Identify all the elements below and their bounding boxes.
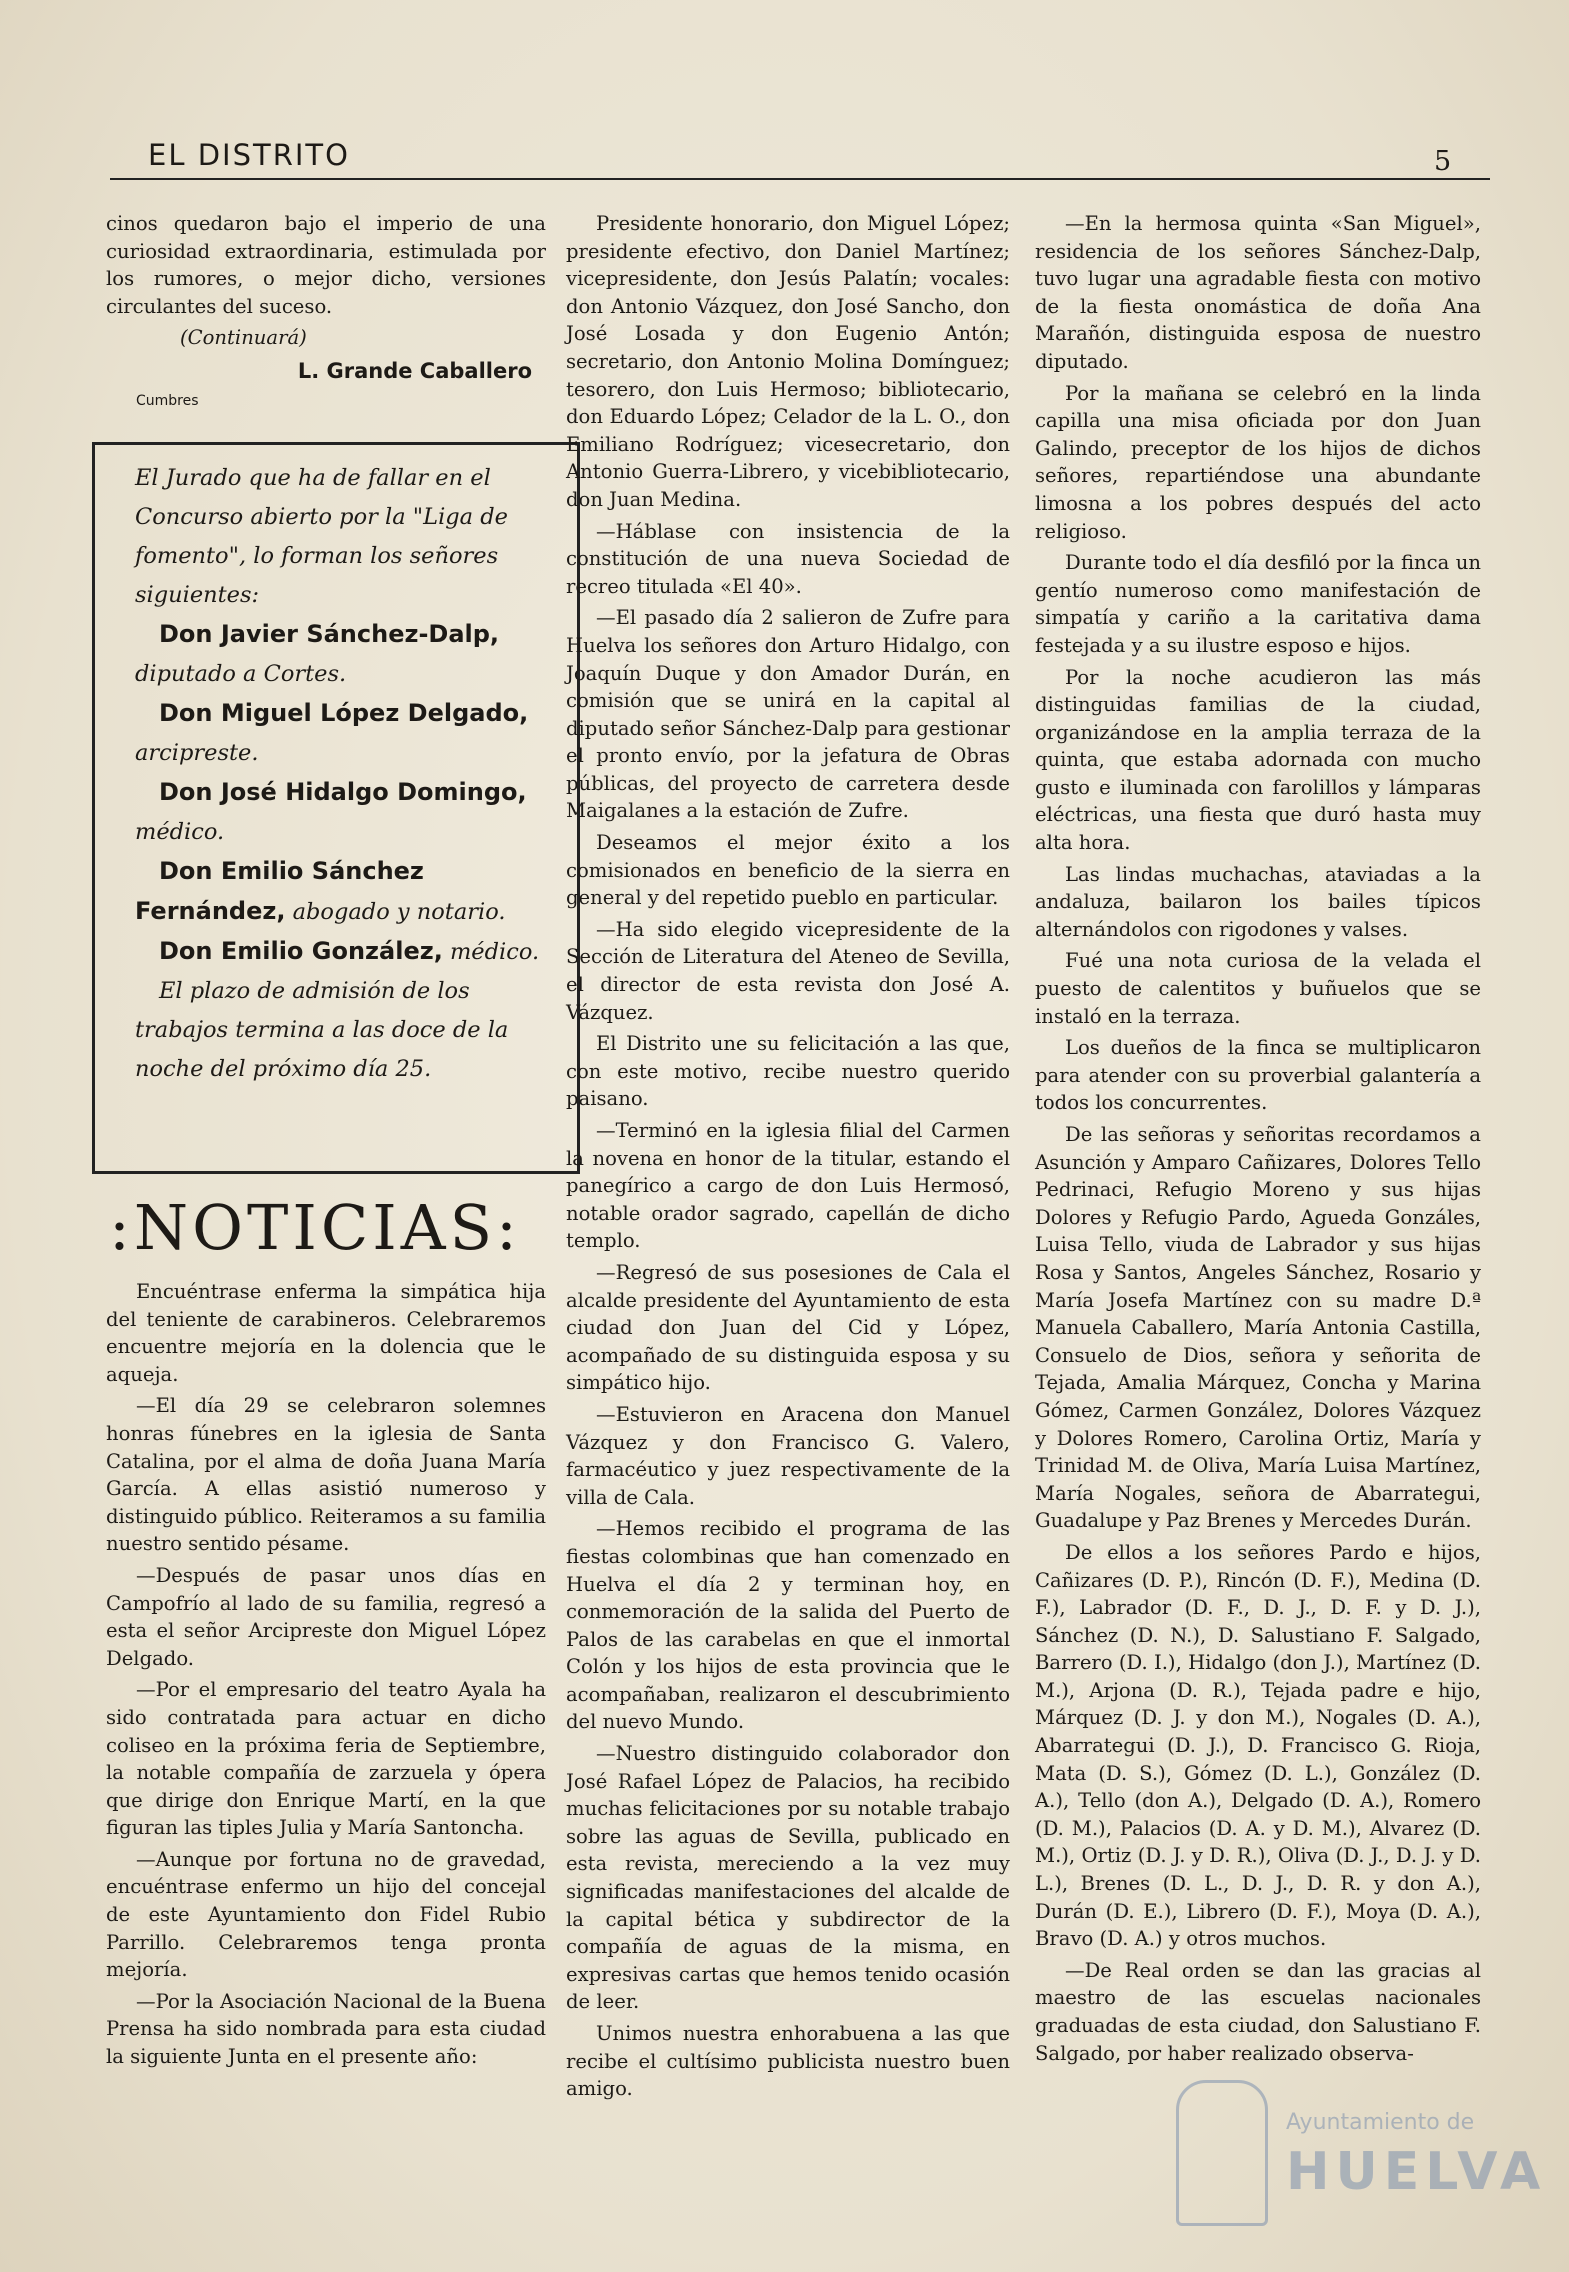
watermark-line-1: Ayuntamiento de bbox=[1286, 2110, 1475, 2135]
noticias-heading: :NOTICIAS: bbox=[109, 1191, 521, 1264]
noticias-column-1 bbox=[106, 1278, 546, 2075]
news-paragraph: Deseamos el mejor éxito a los comisionados en beneficio de la sierra en general y del repetido pueblo en particular. bbox=[566, 831, 1010, 910]
continuara-note: (Continuará) bbox=[180, 326, 307, 350]
header-rule bbox=[110, 178, 1490, 180]
column-2 bbox=[566, 210, 1010, 2107]
news-paragraph: De ellos a los señores Pardo e hijos, Cañizares (D. P.), Rincón (D. F.), Medina (D. F.), Labrador (D. F., D. J., D. F. y D. J.), Sánchez (D. N.), D. Salustiano F. Salgado, Barrero (D. I.), Hidalgo (don J.), Martínez (D. M.), Arjona (D. R.), Tejada padre e hijo, Márquez (D. J. y don M.), Nogales (D. A.), Abarrategui (D. J.), D. Francisco G. Rioja, Mata (D. S.), Gómez (D. L.), González (D. A.), Tello (don A.), Delgado (D. A.), Romero (D. M.), Palacios (D. A. y D. M.), Alvarez (D. M.), Ortiz (D. J. y D. R.), Oliva (D. J., D. J. y D. L.), Brenes (D. L., D. J., D. R. y don A.), Durán (D. E.), Librero (D. F.), Moya (D. A.), Bravo (D. A.) y otros muchos. bbox=[1035, 1540, 1481, 1951]
news-paragraph: Los dueños de la finca se multiplicaron para atender con su proverbial galantería a todos los concurrentes. bbox=[1035, 1036, 1481, 1115]
jury-member-role: médico. bbox=[135, 819, 225, 845]
page-header-title: EL DISTRITO bbox=[148, 138, 350, 172]
jury-member-role: abogado y notario. bbox=[292, 899, 506, 925]
jury-member bbox=[135, 615, 557, 694]
jury-member bbox=[135, 773, 557, 852]
news-paragraph: —Después de pasar unos días en Campofrío al lado de su familia, regresó a esta el señor Arcipreste don Miguel López Delgado. bbox=[106, 1563, 546, 1670]
news-paragraph: —En la hermosa quinta «San Miguel», residencia de los señores Sánchez-Dalp, tuvo lugar una agradable fiesta con motivo de la fiesta onomástica de doña Ana Marañón, distinguida esposa de nuestro diputado. bbox=[1035, 212, 1481, 373]
jury-member-role: diputado a Cortes. bbox=[135, 661, 347, 687]
news-paragraph: El Distrito une su felicitación a las que, con este motivo, recibe nuestro querido paisano. bbox=[566, 1032, 1010, 1111]
news-paragraph: Encuéntrase enferma la simpática hija del teniente de carabineros. Celebraremos encuentre mejoría en la dolencia que le aqueja. bbox=[106, 1280, 546, 1386]
news-paragraph: —Regresó de sus posesiones de Cala el alcalde presidente del Ayuntamiento de esta ciudad don Juan del Cid y López, acompañado de su distinguida esposa y su simpático hijo. bbox=[566, 1260, 1010, 1395]
news-paragraph: —Hemos recibido el programa de las fiestas colombinas que han comenzado en Huelva el día 2 y terminan hoy, en conmemoración de la salida del Puerto de Palos de las carabelas en que el inmortal Colón y los hijos de esta provincia que le acompañaban, realizaron el descubrimiento del nuevo Mundo. bbox=[566, 1517, 1010, 1734]
jury-member-name: Don Javier Sánchez-Dalp, bbox=[159, 620, 500, 648]
news-paragraph: —Aunque por fortuna no de gravedad, encuéntrase enfermo un hijo del concejal de este Ayuntamiento don Fidel Rubio Parrillo. Celebraremos tenga pronta mejoría. bbox=[106, 1847, 546, 1982]
jury-intro: El Jurado que ha de fallar en el Concurso abierto por la "Liga de fomento", lo forman los señores siguientes: bbox=[135, 465, 508, 608]
news-paragraph: —Por el empresario del teatro Ayala ha sido contratada para actuar en dicho coliseo en la próxima feria de Septiembre, la notable compañía de zarzuela y ópera que dirige don Enrique Martí, en la que figuran las tiples Julia y María Santoncha. bbox=[106, 1678, 546, 1840]
news-paragraph: Las lindas muchachas, ataviadas a la andaluza, bailaron los bailes típicos alternándolos con rigodones y valses. bbox=[1035, 862, 1481, 941]
column-3 bbox=[1035, 210, 1481, 2071]
news-paragraph: Durante todo el día desfiló por la finca un gentío numeroso como manifestación de simpatía y cariño a la caritativa dama festejada y a su ilustre esposo e hijos. bbox=[1035, 551, 1481, 657]
jury-member bbox=[135, 694, 557, 773]
jury-member-name: Don Emilio Sánchez Fernández, bbox=[135, 857, 424, 925]
column-1-top bbox=[106, 210, 546, 415]
news-paragraph: Presidente honorario, don Miguel López; presidente efectivo, don Daniel Martínez; vicepresidente, don Jesús Palatín; vocales: don Antonio Vázquez, don José Sancho, don José Losada y don Eugenio Antón; secretario, don Antonio Molina Domínguez; tesorero, don Luis Hermoso; bibliotecario, don Eduardo López; Celador de la L. O., don Emiliano Rodríguez; vicesecretario, don Antonio Guerra-Librero, y vicebibliotecario, don Juan Medina. bbox=[566, 212, 1010, 511]
news-paragraph: —Nuestro distinguido colaborador don José Rafael López de Palacios, ha recibido muchas felicitaciones por su notable trabajo sobre las aguas de Sevilla, publicado en esta revista, mereciendo a la vez muy significadas manifestaciones del alcalde de la capital bética y subdirector de la compañía de aguas de la misma, en expresivas cartas que hemos tenido ocasión de leer. bbox=[566, 1742, 1010, 2014]
news-paragraph: —El día 29 se celebraron solemnes honras fúnebres en la iglesia de Santa Catalina, por el alma de doña Juana María García. A ellas asistió numeroso y distinguido público. Reiteramos a su familia nuestro sentido pésame. bbox=[106, 1394, 546, 1556]
jury-member bbox=[135, 852, 557, 932]
news-paragraph: —Háblase con insistencia de la constitución de una nueva Sociedad de recreo titulada «El 40». bbox=[566, 519, 1010, 598]
news-paragraph: —Ha sido elegido vicepresidente de la Sección de Literatura del Ateneo de Sevilla, el director de esta revista don José A. Vázquez. bbox=[566, 917, 1010, 1024]
watermark-line-2: HUELVA bbox=[1286, 2142, 1547, 2202]
news-paragraph: Por la mañana se celebró en la linda capilla una misa oficiada por don Juan Galindo, preceptor de los hijos de dichos señores, repartiéndose una abundante limosna a los pobres después del acto religioso. bbox=[1035, 381, 1481, 543]
article-signature: L. Grande Caballero bbox=[297, 358, 532, 383]
jury-member-name: Don José Hidalgo Domingo, bbox=[159, 778, 527, 806]
jury-member-role: médico. bbox=[449, 939, 540, 965]
news-paragraph: Unimos nuestra enhorabuena a las que recibe el cultísimo publicista nuestro buen amigo. bbox=[566, 2022, 1010, 2101]
jury-announcement-box bbox=[92, 442, 580, 1174]
article-paragraph: cinos quedaron bajo el imperio de una curiosidad extraordinaria, estimulada por los rumores, o mejor dicho, versiones circulantes del suceso. bbox=[106, 212, 546, 318]
page-number: 5 bbox=[1434, 146, 1452, 177]
city-seal-icon bbox=[1176, 2080, 1268, 2226]
news-paragraph: De las señoras y señoritas recordamos a Asunción y Amparo Cañizares, Dolores Tello Pedrinaci, Refugio Moreno y sus hijas Dolores y Refugio Pardo, Agueda Gonzáles, Luisa Tello, viuda de Labrador y sus hijas Rosa y Santos, Angeles Sánchez, Rosario y María Josefa Martínez con su madre D.ª Manuela Caballero, María Antonia Castilla, Consuelo de Dios, señora y señorita de Tejada, Amalia Márquez, Concha y Marina Gómez, Carmen González, Dolores Vázquez y Dolores Romero, Carolina Ortiz, María y Trinidad M. de Oliva, María Luisa Martínez, María Nogales, señora de Abarrategui, Guadalupe y Paz Brenes y Mercedes Durán. bbox=[1035, 1123, 1481, 1533]
jury-member-name: Don Emilio González, bbox=[159, 937, 443, 965]
jury-member bbox=[135, 932, 557, 972]
news-paragraph: —Por la Asociación Nacional de la Buena Prensa ha sido nombrada para esta ciudad la siguiente Junta en el presente año: bbox=[106, 1989, 546, 2069]
archive-watermark bbox=[1176, 2070, 1547, 2230]
news-paragraph: —Estuvieron en Aracena don Manuel Vázquez y don Francisco G. Valero, farmacéutico y juez respectivamente de la villa de Cala. bbox=[566, 1402, 1010, 1509]
news-paragraph: Por la noche acudieron las más distinguidas familias de la ciudad, organizándose en la amplia terraza de la quinta, que estaba adornada con mucho gusto e iluminada con farolillos y lámparas eléctricas, una fiesta que duró hasta muy alta hora. bbox=[1035, 665, 1481, 855]
news-paragraph: —De Real orden se dan las gracias al maestro de las escuelas nacionales graduadas de esta ciudad, don Salustiano F. Salgado, por haber realizado observa- bbox=[1035, 1958, 1481, 2065]
news-paragraph: —El pasado día 2 salieron de Zufre para Huelva los señores don Arturo Hidalgo, con Joaquín Duque y don Amador Durán, en comisión que se unirá en la capital al diputado señor Sánchez-Dalp para gestionar el pronto envío, por la jefatura de Obras públicas, del proyecto de carretera desde Maigalanes a la estación de Zufre. bbox=[566, 606, 1010, 823]
jury-member-role: arcipreste. bbox=[135, 740, 259, 766]
jury-member-name: Don Miguel López Delgado, bbox=[159, 699, 529, 727]
news-paragraph: —Terminó en la iglesia filial del Carmen la novena en honor de la titular, estando el panegírico a cargo de don Luis Hermosó, notable orador sagrado, capellán de dicho templo. bbox=[566, 1119, 1010, 1253]
news-paragraph: Fué una nota curiosa de la velada el puesto de calentitos y buñuelos que se instaló en la terraza. bbox=[1035, 949, 1481, 1028]
jury-closing: El plazo de admisión de los trabajos termina a las doce de la noche del próximo día 25. bbox=[135, 978, 509, 1082]
signature-location: Cumbres bbox=[136, 392, 199, 409]
